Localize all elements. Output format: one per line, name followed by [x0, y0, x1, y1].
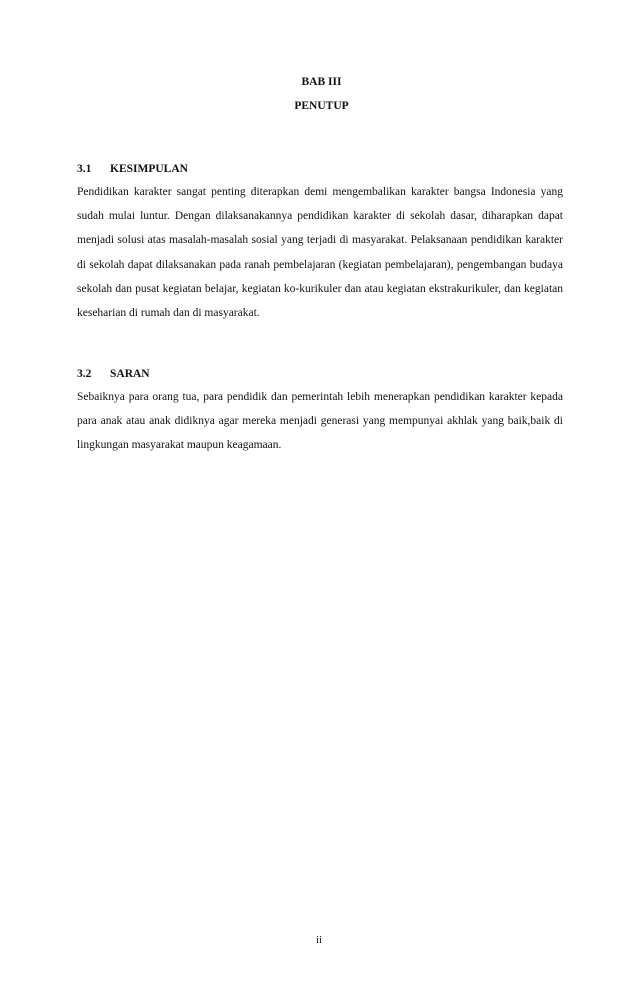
section-suggestion — [77, 365, 563, 458]
section-paragraph: Pendidikan karakter sangat penting diterapkan demi mengembalikan karakter bangsa Indonesia yang sudah mulai luntur. Dengan dilaksanakannya pendidikan karakter di sekolah dasar, diharapkan dapat menjadi solusi atas masalah-masalah sosial yang terjadi di masyarakat. Pelaksanaan pendidikan karakter di sekolah dapat dilaksanakan pada ranah pembelajaran (kegiatan pembelajaran), pengembangan budaya sekolah dan pusat kegiatan belajar, kegiatan ko-kurikuler dan atau kegiatan ekstrakurikuler, dan kegiatan keseharian di rumah dan di masyarakat. — [77, 186, 563, 320]
section-conclusion — [77, 160, 563, 325]
section-title: SARAN — [110, 368, 150, 380]
section-heading — [77, 160, 563, 178]
section-number: 3.1 — [77, 163, 92, 175]
page-number: ii — [315, 934, 323, 946]
section-title: KESIMPULAN — [110, 163, 188, 175]
section-heading — [77, 365, 563, 383]
chapter-title: PENUTUP — [294, 100, 349, 112]
chapter-number: BAB III — [301, 76, 342, 88]
section-number: 3.2 — [77, 368, 92, 380]
section-paragraph: Sebaiknya para orang tua, para pendidik dan pemerintah lebih menerapkan pendidikan karakter kepada para anak atau anak didiknya agar mereka menjadi generasi yang mempunyai akhlak yang baik,baik di lingkungan masyarakat maupun keagamaan. — [77, 391, 563, 452]
